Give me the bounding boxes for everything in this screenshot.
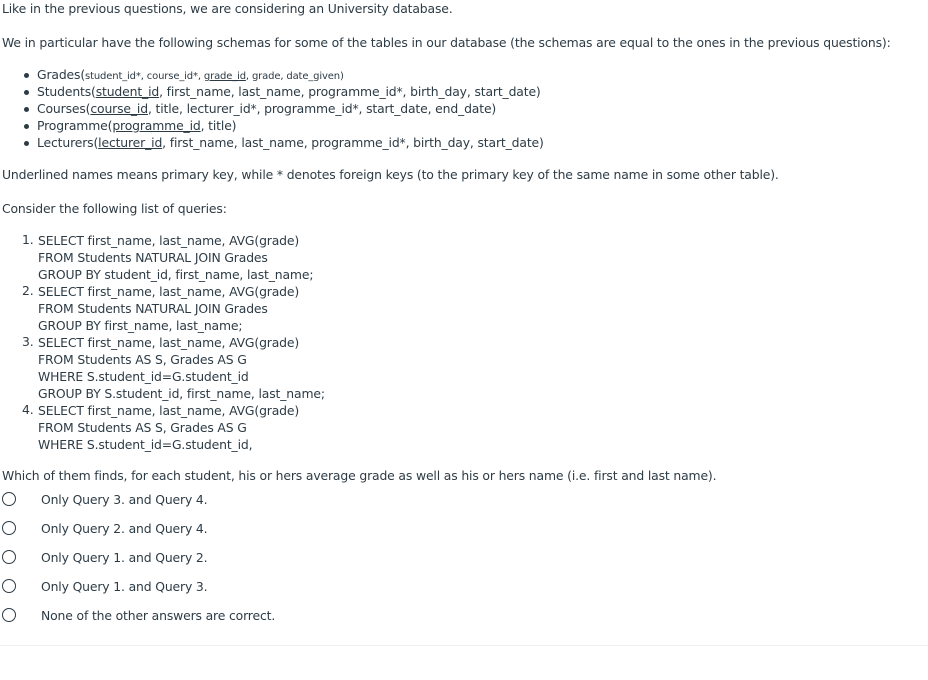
query-line: SELECT first_name, last_name, AVG(grade) xyxy=(38,335,300,350)
query-line: FROM Students AS S, Grades AS G xyxy=(38,352,247,367)
key-note-text: Underlined names means primary key, while * denotes foreign keys (to the primary key of the same name in some other table). xyxy=(2,167,779,182)
radio-button[interactable] xyxy=(2,608,16,622)
bullet-icon xyxy=(24,107,29,112)
primary-key: programme_id xyxy=(112,118,201,133)
query-number: 4. xyxy=(22,402,34,417)
query-item-1 xyxy=(0,232,325,283)
primary-key: lecturer_id xyxy=(98,135,163,150)
radio-button[interactable] xyxy=(2,550,16,564)
query-item-4 xyxy=(0,402,325,453)
divider xyxy=(0,645,928,646)
schema-list xyxy=(0,66,544,151)
radio-button[interactable] xyxy=(2,579,16,593)
query-line: FROM Students NATURAL JOIN Grades xyxy=(38,301,268,316)
query-item-2 xyxy=(0,283,325,334)
schema-programme: Programme(programme_id, title) xyxy=(0,117,544,134)
query-line: WHERE S.student_id=G.student_id xyxy=(38,369,249,384)
radio-button[interactable] xyxy=(2,521,16,535)
radio-button[interactable] xyxy=(2,492,16,506)
schema-courses: Courses(course_id, title, lecturer_id*, programme_id*, start_date, end_date) xyxy=(0,100,544,117)
question-text: Which of them finds, for each student, his or hers average grade as well as his or hers name (i.e. first and last name). xyxy=(2,468,717,483)
bullet-icon xyxy=(24,141,29,146)
query-line: WHERE S.student_id=G.student_id, xyxy=(38,437,253,452)
primary-key: grade_id xyxy=(203,71,246,82)
bullet-icon xyxy=(24,73,29,78)
query-number: 1. xyxy=(22,232,34,247)
answer-label[interactable]: Only Query 1. and Query 3. xyxy=(41,579,208,594)
query-line: SELECT first_name, last_name, AVG(grade) xyxy=(38,233,300,248)
query-line: GROUP BY student_id, first_name, last_name; xyxy=(38,267,314,282)
query-number: 2. xyxy=(22,283,34,298)
answer-label[interactable]: Only Query 3. and Query 4. xyxy=(41,492,208,507)
primary-key: course_id xyxy=(90,101,148,116)
primary-key: student_id xyxy=(95,84,160,99)
query-line: FROM Students NATURAL JOIN Grades xyxy=(38,250,268,265)
schema-students: Students(student_id, first_name, last_name, programme_id*, birth_day, start_date) xyxy=(0,83,544,100)
intro-text: Like in the previous questions, we are considering an University database. xyxy=(2,1,453,16)
schema-intro-text: We in particular have the following schemas for some of the tables in our database (the schemas are equal to the ones in the previous questions): xyxy=(2,35,891,50)
query-number: 3. xyxy=(22,334,34,349)
query-line: GROUP BY first_name, last_name; xyxy=(38,318,243,333)
queries-intro-text: Consider the following list of queries: xyxy=(2,201,227,216)
query-line: FROM Students AS S, Grades AS G xyxy=(38,420,247,435)
query-line: SELECT first_name, last_name, AVG(grade) xyxy=(38,403,300,418)
answer-label[interactable]: Only Query 1. and Query 2. xyxy=(41,550,208,565)
answer-label[interactable]: Only Query 2. and Query 4. xyxy=(41,521,208,536)
query-list xyxy=(0,232,325,453)
bullet-icon xyxy=(24,124,29,129)
schema-lecturers: Lecturers(lecturer_id, first_name, last_name, programme_id*, birth_day, start_date) xyxy=(0,134,544,151)
query-item-3 xyxy=(0,334,325,402)
bullet-icon xyxy=(24,90,29,95)
schema-grades: Grades(student_id*, course_id*, grade_id, grade, date_given) xyxy=(0,66,544,83)
answer-label[interactable]: None of the other answers are correct. xyxy=(41,608,276,623)
query-line: SELECT first_name, last_name, AVG(grade) xyxy=(38,284,300,299)
query-line: GROUP BY S.student_id, first_name, last_name; xyxy=(38,386,325,401)
